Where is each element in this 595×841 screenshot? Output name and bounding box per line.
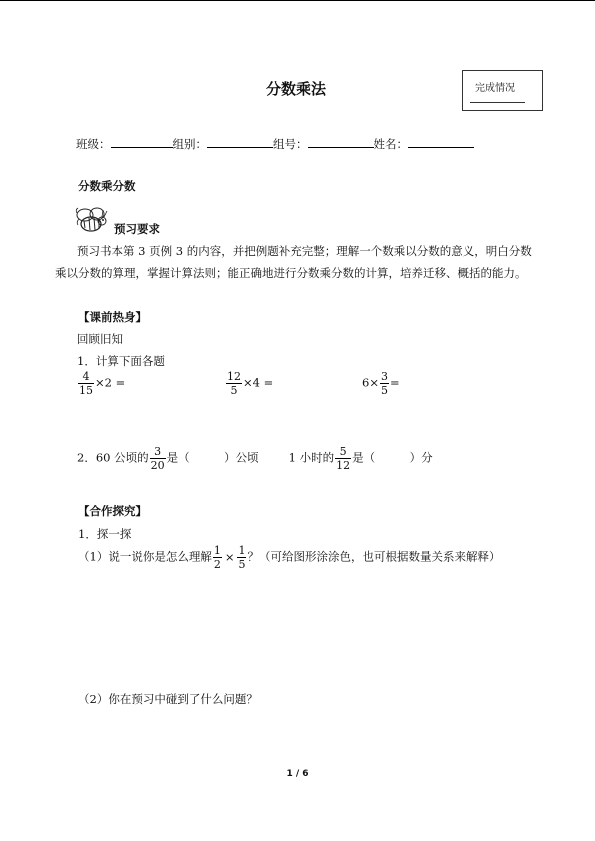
group-blank[interactable] xyxy=(207,135,273,148)
calc-expression: ×4 = xyxy=(243,375,274,390)
fraction-denominator: 2 xyxy=(213,558,221,571)
student-info-row xyxy=(76,135,474,152)
completion-status-box xyxy=(462,70,543,111)
explore-question-2: （2）你在预习中碰到了什么问题？ xyxy=(78,692,258,706)
group-number-blank[interactable] xyxy=(308,135,374,148)
fraction xyxy=(213,544,222,571)
class-blank[interactable] xyxy=(111,135,173,148)
question-2-blank-minutes[interactable]: 是（ ）分 xyxy=(352,450,433,465)
fraction-numerator: 5 xyxy=(335,445,351,459)
name-blank[interactable] xyxy=(408,135,474,148)
group-number-label: 组号： xyxy=(273,137,308,151)
question-2-part2-label: 1 小时的 xyxy=(288,450,335,465)
name-label: 姓名： xyxy=(373,137,408,151)
fraction xyxy=(150,445,166,472)
bee-cartoon-icon xyxy=(73,205,111,235)
question-1-label: 1．计算下面各题 xyxy=(77,354,165,368)
calc-item-1 xyxy=(77,370,125,397)
page-title: 分数乘法 xyxy=(266,80,327,98)
fraction-numerator: 1 xyxy=(238,544,246,557)
completion-status-blank[interactable] xyxy=(470,102,525,103)
preview-requirements-text: 预习书本第 3 页例 3 的内容，并把例题补充完整；理解一个数乘以分数的意义，明白分数乘以分数的算理，掌握计算法则；能正确地进行分数乘分数的计算，培养迁移、概括的能力。 xyxy=(55,244,532,280)
fraction xyxy=(380,370,389,397)
class-label: 班级： xyxy=(76,137,111,151)
fraction-denominator: 15 xyxy=(79,384,93,397)
fraction-denominator: 20 xyxy=(150,459,165,472)
page-number: 1 / 6 xyxy=(286,769,309,779)
fraction-numerator: 12 xyxy=(227,370,241,383)
fraction-denominator: 5 xyxy=(230,384,238,397)
preview-heading: 预习要求 xyxy=(114,222,160,236)
cooperation-heading: 【合作探究】 xyxy=(78,504,147,518)
calc-expression: ×2 = xyxy=(95,375,126,390)
warmup-heading: 【课前热身】 xyxy=(78,310,147,324)
times-sign: × xyxy=(224,549,235,564)
question-2-label: 2．60 公顷的 xyxy=(77,450,149,465)
fraction-denominator: 5 xyxy=(238,558,246,571)
fraction-numerator: 4 xyxy=(78,370,94,384)
fraction-denominator: 12 xyxy=(336,459,351,472)
calc-item-3 xyxy=(362,370,400,397)
question-2-blank-hectares[interactable]: 是（ ）公顷 xyxy=(166,450,259,465)
fraction-denominator: 5 xyxy=(380,384,388,397)
question-2 xyxy=(77,445,433,472)
fraction-numerator: 3 xyxy=(380,370,388,383)
fraction-numerator: 3 xyxy=(150,445,166,459)
calc-expression: = xyxy=(389,375,400,390)
fraction xyxy=(237,544,246,571)
calc-prefix: 6× xyxy=(362,375,379,390)
fraction xyxy=(78,370,94,397)
explore-q1-prefix: （1）说一说你是怎么理解 xyxy=(78,549,212,564)
review-label: 回顾旧知 xyxy=(77,332,123,346)
explore-question-1 xyxy=(78,544,500,571)
calc-item-2 xyxy=(225,370,273,397)
completion-status-label: 完成情况 xyxy=(475,83,515,94)
fraction-numerator: 1 xyxy=(213,544,221,557)
fraction xyxy=(226,370,242,397)
fraction xyxy=(335,445,351,472)
section-title: 分数乘分数 xyxy=(78,179,136,193)
explore-q1-suffix: ？（可给图形涂涂色，也可根据数量关系来解释） xyxy=(247,549,501,564)
top-border-line xyxy=(0,0,595,1)
explore-label: 1．探一探 xyxy=(78,527,132,541)
group-label: 组别： xyxy=(172,137,207,151)
